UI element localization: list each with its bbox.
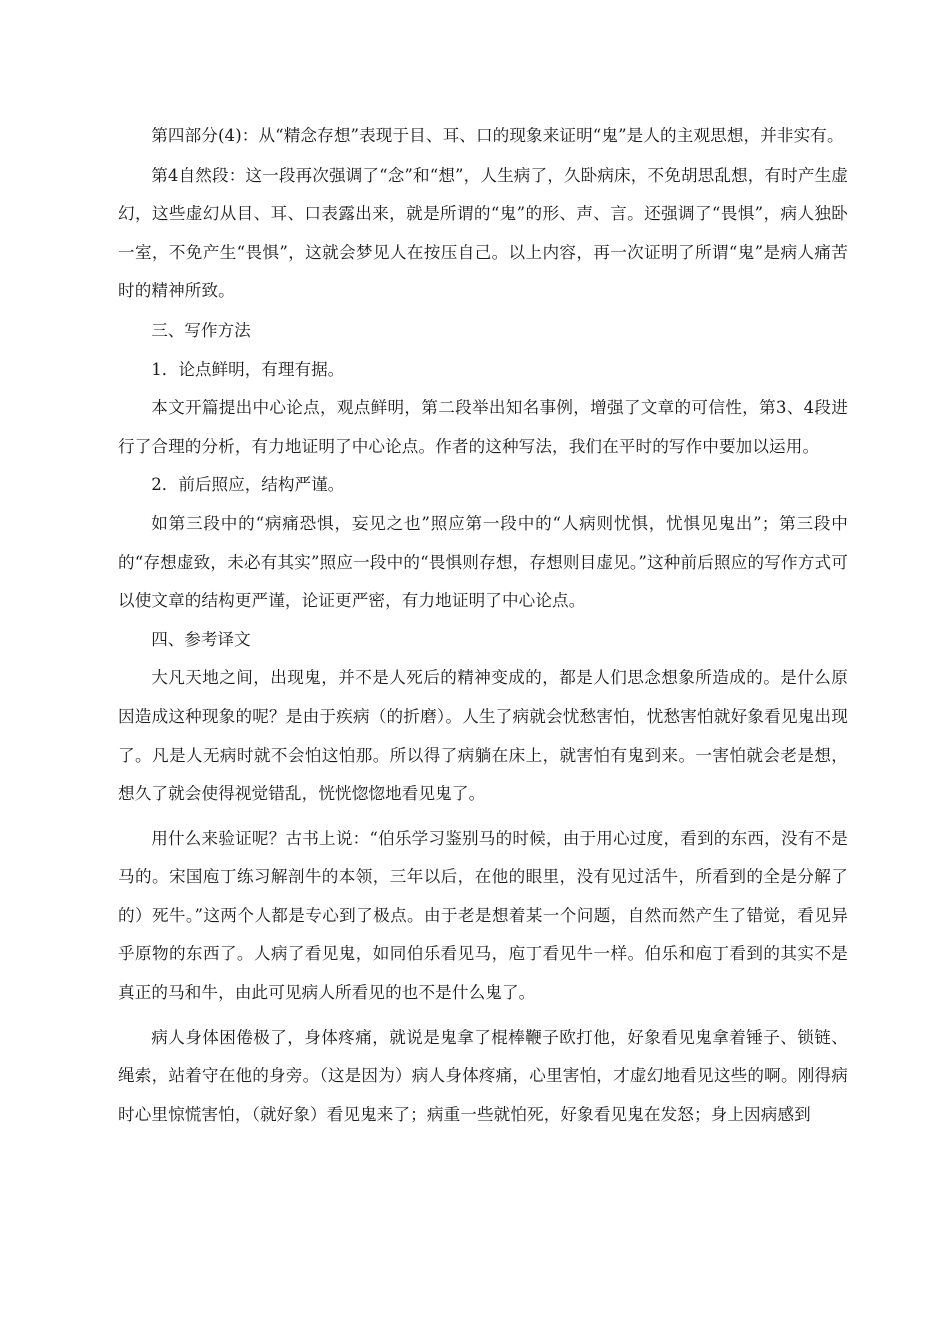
heading-writing-methods: 三、写作方法 <box>151 320 251 340</box>
paragraph-translation-1: 大凡天地之间，出现鬼，并不是人死后的精神变成的，都是人们思念想象所造成的。是什么原因造成这种现象的呢？是由于疾病（的折磨）。人生了病就会忧愁害怕，忧愁害怕就好象看见鬼出现了。凡是人无病时就不会怕这怕那。所以得了病躺在床上，就害怕有鬼到来。一害怕就会老是想，想久了就会使得视觉错乱，恍恍惚惚地看见鬼了。 <box>118 668 848 804</box>
paragraph-clear-argument: 本文开篇提出中心论点，观点鲜明，第二段举出知名事例，增强了文章的可信性，第3、4段进行了合理的分析，有力地证明了中心论点。作者的这种写法，我们在平时的写作中要加以运用。 <box>118 398 848 456</box>
paragraph-section-four-analysis: 第4自然段：这一段再次强调了“念”和“想”，人生病了，久卧病床，不免胡思乱想，有时产生虚幻，这些虚幻从目、耳、口表露出来，就是所谓的“鬼”的形、声、言。还强调了“畏惧”，病人独卧一室，不免产生“畏惧”，这就会梦见人在按压自己。以上内容，再一次证明了所谓“鬼”是病人痛苦时的精神所致。 <box>118 165 848 301</box>
paragraph-part-four: 第四部分(4)：从“精念存想”表现于目、耳、口的现象来证明“鬼”是人的主观思想，并非实有。 <box>151 126 844 145</box>
subheading-clear-argument: 1．论点鲜明，有理有据。 <box>151 359 345 379</box>
subheading-consistent-structure: 2．前后照应，结构严谨。 <box>151 475 345 495</box>
document-body <box>118 117 848 1134</box>
paragraph-translation-2: 用什么来验证呢？古书上说：“伯乐学习鉴别马的时候，由于用心过度，看到的东西，没有不是马的。宋国庖丁练习解剖牛的本领，三年以后，在他的眼里，没有见过活牛，所看到的全是分解了的）死牛。”这两个人都是专心到了极点。由于老是想着某一个问题，自然而然产生了错觉，看见异乎原物的东西了。人病了看见鬼，如同伯乐看见马，庖丁看见牛一样。伯乐和庖丁看到的其实不是真正的马和牛，由此可见病人所看见的也不是什么鬼了。 <box>118 828 848 1003</box>
paragraph-consistent-structure: 如第三段中的“病痛恐惧，妄见之也”照应第一段中的“人病则忧惧，忧惧见鬼出”；第三段中的“存想虚致，未必有其实”照应一段中的“畏惧则存想，存想则目虚见。”这种前后照应的写作方式可以使文章的结构更严谨，论证更严密，有力地证明了中心论点。 <box>118 513 848 611</box>
paragraph-translation-3: 病人身体困倦极了，身体疼痛，就说是鬼拿了棍棒鞭子欧打他，好象看见鬼拿着锤子、锁链、绳索，站着守在他的身旁。（这是因为）病人身体疼痛，心里害怕，才虚幻地看见这些的啊。刚得病时心里惊慌害怕，（就好象）看见鬼来了；病重一些就怕死，好象看见鬼在发怒；身上因病感到 <box>118 1027 848 1124</box>
heading-reference-translation: 四、参考译文 <box>151 629 251 649</box>
